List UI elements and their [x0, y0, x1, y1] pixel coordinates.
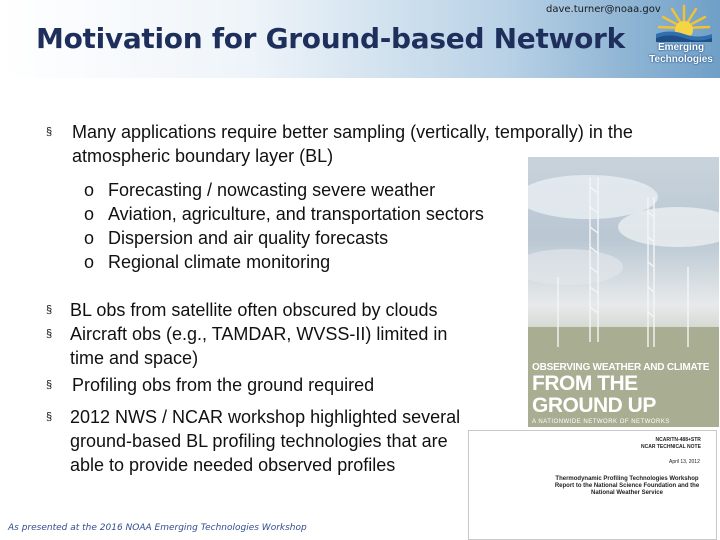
report-id-line-1: NCAR/TN-488+STR	[655, 437, 701, 443]
sub-bullet-marker: o	[84, 252, 95, 272]
bullet-marker: §	[46, 411, 53, 423]
cover-line-1: OBSERVING WEATHER AND CLIMATE	[532, 362, 710, 373]
bullet-text: Many applications require better sampling (vertically, temporally) in the atmospheric boundary layer (BL)	[72, 122, 633, 166]
footer-note: As presented at the 2016 NOAA Emerging Technologies Workshop	[8, 523, 307, 533]
bullet-marker: §	[46, 328, 53, 340]
book-cover-image	[528, 157, 719, 427]
bullet-text: 2012 NWS / NCAR workshop highlighted several ground-based BL profiling technologies that are able to provide needed observed profiles	[70, 407, 461, 475]
bullet-item	[46, 405, 466, 477]
slide-title: Motivation for Ground-based Network	[36, 22, 625, 55]
bullet-item	[46, 322, 486, 370]
sub-bullet-marker: o	[84, 228, 95, 248]
bullet-marker: §	[46, 126, 53, 138]
bullet-item	[46, 373, 486, 397]
bullet-text: Profiling obs from the ground required	[72, 375, 375, 395]
bullet-text: Aircraft obs (e.g., TAMDAR, WVSS-II) limited in time and space)	[70, 324, 448, 368]
book-cover-title	[532, 362, 715, 425]
logo-line-2: Technologies	[649, 54, 713, 65]
logo-line-1: Emerging	[657, 42, 705, 53]
sub-bullet-text: Regional climate monitoring	[108, 252, 331, 272]
bullet-item	[46, 298, 506, 322]
author-email: dave.turner@noaa.gov	[546, 4, 661, 15]
cover-line-3: A NATIONWIDE NETWORK OF NETWORKS	[532, 419, 670, 425]
sub-bullet-text: Dispersion and air quality forecasts	[108, 228, 389, 248]
report-date: April 13, 2012	[669, 459, 700, 465]
cover-line-2: FROM THE GROUND UP	[532, 372, 656, 417]
bullet-marker: §	[46, 379, 53, 391]
workshop-report-cover	[468, 430, 717, 540]
sub-bullet-text: Forecasting / nowcasting severe weather	[108, 180, 436, 200]
report-id-line-2: NCAR TECHNICAL NOTE	[641, 444, 701, 450]
sub-bullet-text: Aviation, agriculture, and transportation sectors	[108, 204, 484, 224]
report-id	[641, 437, 701, 451]
report-title: Thermodynamic Profiling Technologies Workshop Report to the National Science Foundation and the National Weather Service	[554, 476, 700, 496]
bullet-text: BL obs from satellite often obscured by clouds	[70, 300, 438, 320]
sub-bullet-marker: o	[84, 180, 95, 200]
sub-bullet-marker: o	[84, 204, 95, 224]
bullet-marker: §	[46, 304, 53, 316]
